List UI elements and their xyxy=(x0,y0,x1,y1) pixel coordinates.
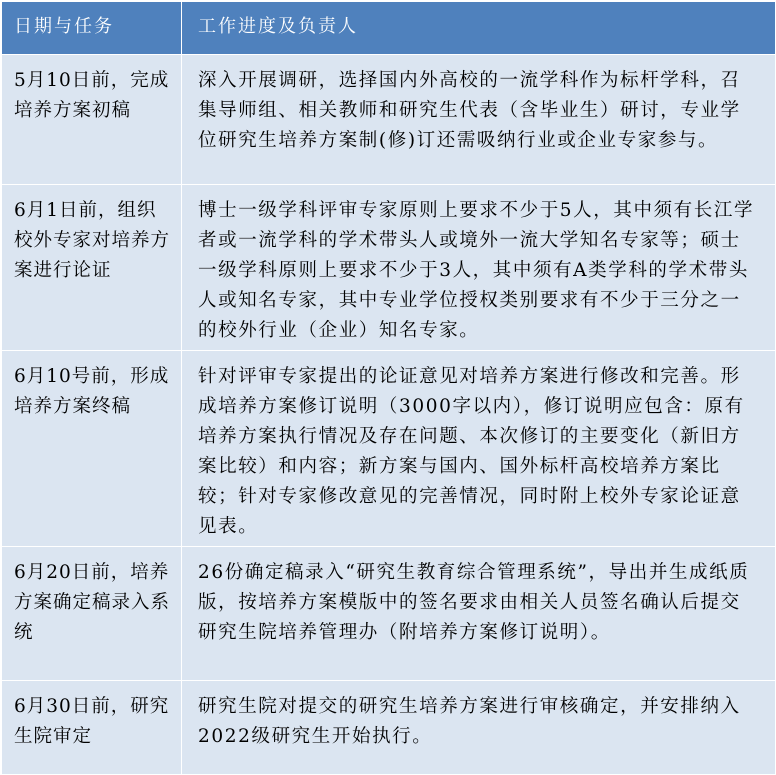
table-row xyxy=(2,547,776,681)
table-row xyxy=(2,351,776,547)
row-date-task: 6月20日前，培养方案确定稿录入系统 xyxy=(2,547,182,681)
schedule-table xyxy=(1,1,775,774)
header-row xyxy=(2,2,776,55)
row-progress: 深入开展调研，选择国内外高校的一流学科作为标杆学科，召集导师组、相关教师和研究生代表（含毕业生）研讨，专业学位研究生培养方案制(修)订还需吸纳行业或企业专家参与。 xyxy=(182,55,776,185)
row-date-task: 6月30日前，研究生院审定 xyxy=(2,681,182,775)
table-row xyxy=(2,185,776,351)
row-progress: 针对评审专家提出的论证意见对培养方案进行修改和完善。形成培养方案修订说明（3000字以内），修订说明应包含：原有培养方案执行情况及存在问题、本次修订的主要变化（新旧方案比较）和内容；新方案与国内、国外标杆高校培养方案比较；针对专家修改意见的完善情况，同时附上校外专家论证意见表。 xyxy=(182,351,776,547)
row-date-task: 6月1日前，组织校外专家对培养方案进行论证 xyxy=(2,185,182,351)
row-progress: 26份确定稿录入“研究生教育综合管理系统”，导出并生成纸质版，按培养方案模版中的签名要求由相关人员签名确认后提交研究生院培养管理办（附培养方案修订说明）。 xyxy=(182,547,776,681)
row-progress: 博士一级学科评审专家原则上要求不少于5人，其中须有长江学者或一流学科的学术带头人或境外一流大学知名专家等；硕士一级学科原则上要求不少于3人，其中须有A类学科的学术带头人或知名专家，其中专业学位授权类别要求有不少于三分之一的校外行业（企业）知名专家。 xyxy=(182,185,776,351)
row-date-task: 5月10日前，完成培养方案初稿 xyxy=(2,55,182,185)
table-row xyxy=(2,681,776,775)
header-date-task: 日期与任务 xyxy=(2,2,182,55)
table-row xyxy=(2,55,776,185)
row-date-task: 6月10号前，形成培养方案终稿 xyxy=(2,351,182,547)
header-progress-owner: 工作进度及负责人 xyxy=(182,2,776,55)
row-progress: 研究生院对提交的研究生培养方案进行审核确定，并安排纳入2022级研究生开始执行。 xyxy=(182,681,776,775)
